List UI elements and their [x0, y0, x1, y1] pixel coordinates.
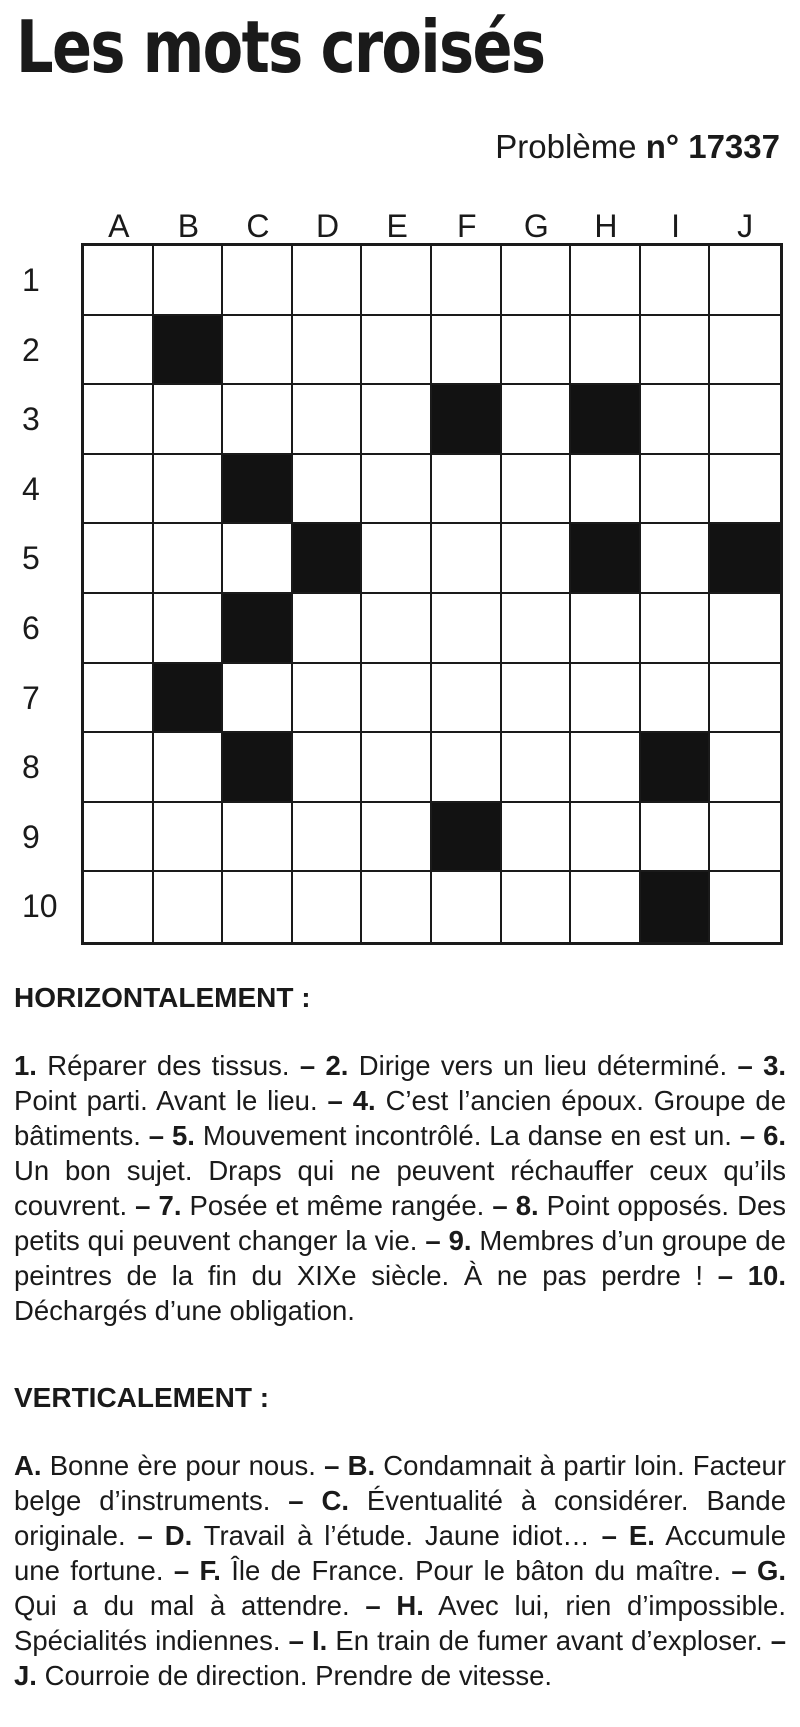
clue-number: 1. — [14, 1050, 37, 1081]
row-label: 3 — [22, 401, 40, 438]
row-labels — [14, 246, 74, 942]
white-cell[interactable] — [641, 455, 711, 525]
white-cell[interactable] — [362, 524, 432, 594]
black-cell — [571, 385, 641, 455]
white-cell[interactable] — [432, 664, 502, 734]
black-cell — [710, 524, 780, 594]
white-cell[interactable] — [84, 664, 154, 734]
white-cell[interactable] — [293, 594, 363, 664]
white-cell[interactable] — [362, 594, 432, 664]
white-cell[interactable] — [293, 455, 363, 525]
white-cell[interactable] — [293, 316, 363, 386]
white-cell[interactable] — [571, 316, 641, 386]
row-label: 2 — [22, 331, 40, 368]
white-cell[interactable] — [710, 594, 780, 664]
clue-text: Bonne ère pour nous. — [41, 1450, 316, 1481]
white-cell[interactable] — [84, 872, 154, 942]
white-cell[interactable] — [502, 455, 572, 525]
black-cell — [223, 594, 293, 664]
white-cell[interactable] — [362, 872, 432, 942]
clue-text: Accumule une fortune. — [14, 1520, 786, 1586]
white-cell[interactable] — [293, 385, 363, 455]
clue-number: 4. — [352, 1085, 376, 1116]
black-cell — [154, 316, 224, 386]
clue-number: E. — [628, 1520, 655, 1551]
white-cell[interactable] — [223, 385, 293, 455]
white-cell[interactable] — [571, 664, 641, 734]
clue-separator: – — [417, 1225, 449, 1256]
column-label: A — [108, 208, 130, 244]
clue-number: 7. — [158, 1190, 182, 1221]
row-label: 8 — [22, 749, 40, 786]
clue-text: Posée et même rangée. — [181, 1190, 485, 1221]
clue-separator: – — [125, 1520, 165, 1551]
white-cell[interactable] — [223, 246, 293, 316]
white-cell[interactable] — [571, 455, 641, 525]
white-cell[interactable] — [223, 872, 293, 942]
white-cell[interactable] — [84, 385, 154, 455]
clue-separator: – — [163, 1555, 200, 1586]
white-cell[interactable] — [710, 664, 780, 734]
column-label: D — [316, 208, 340, 244]
white-cell[interactable] — [362, 803, 432, 873]
white-cell[interactable] — [641, 316, 711, 386]
row-label: 7 — [22, 679, 40, 716]
white-cell[interactable] — [710, 733, 780, 803]
problem-id: n° 17337 — [645, 128, 780, 165]
clue-text: Avec lui, rien d’impossible. Spécialités indiennes. — [14, 1590, 786, 1656]
clue-separator: – — [731, 1120, 764, 1151]
white-cell[interactable] — [362, 455, 432, 525]
clue-text: Point opposés. Des petits qui peuvent changer la vie. — [14, 1190, 786, 1256]
white-cell[interactable] — [710, 385, 780, 455]
white-cell[interactable] — [641, 803, 711, 873]
clue-text: Travail à l’étude. Jaune idiot… — [192, 1520, 590, 1551]
white-cell[interactable] — [84, 803, 154, 873]
clue-text: Qui a du mal à attendre. — [14, 1590, 350, 1621]
clue-number: J. — [14, 1660, 37, 1691]
white-cell[interactable] — [154, 455, 224, 525]
white-cell[interactable] — [362, 664, 432, 734]
column-label: H — [594, 208, 618, 244]
white-cell[interactable] — [432, 733, 502, 803]
clue-text: Île de France. Pour le bâton du maître. — [220, 1555, 721, 1586]
white-cell[interactable] — [362, 385, 432, 455]
white-cell[interactable] — [223, 524, 293, 594]
clue-text: Éventualité à considérer. Bande originale. — [14, 1485, 786, 1551]
clue-number: I. — [311, 1625, 328, 1656]
clue-number: 9. — [448, 1225, 472, 1256]
problem-prefix: Problème — [495, 128, 637, 165]
white-cell[interactable] — [641, 246, 711, 316]
column-label: B — [177, 208, 200, 244]
white-cell[interactable] — [362, 246, 432, 316]
clue-number: G. — [756, 1555, 787, 1586]
white-cell[interactable] — [710, 316, 780, 386]
black-cell — [432, 803, 502, 873]
clue-separator: – — [127, 1190, 159, 1221]
white-cell[interactable] — [571, 803, 641, 873]
white-cell[interactable] — [154, 246, 224, 316]
white-cell[interactable] — [362, 316, 432, 386]
white-cell[interactable] — [223, 803, 293, 873]
white-cell[interactable] — [432, 594, 502, 664]
white-cell[interactable] — [293, 246, 363, 316]
white-cell[interactable] — [502, 246, 572, 316]
row-label: 4 — [22, 470, 40, 507]
white-cell[interactable] — [154, 733, 224, 803]
black-cell — [641, 872, 711, 942]
white-cell[interactable] — [571, 872, 641, 942]
white-cell[interactable] — [571, 733, 641, 803]
white-cell[interactable] — [84, 594, 154, 664]
column-label: C — [246, 208, 270, 244]
white-cell[interactable] — [432, 316, 502, 386]
clue-separator: – — [280, 1625, 312, 1656]
column-labels — [84, 208, 780, 244]
white-cell[interactable] — [502, 803, 572, 873]
clue-text: Déchargés d’une obligation. — [14, 1295, 355, 1326]
column-label: E — [386, 208, 408, 244]
vertical-clues — [14, 1448, 786, 1693]
clue-text: En train de fumer avant d’exploser. — [327, 1625, 763, 1656]
row-label: 6 — [22, 609, 40, 646]
white-cell[interactable] — [154, 803, 224, 873]
clue-text: Point parti. Avant le lieu. — [14, 1085, 318, 1116]
white-cell[interactable] — [432, 455, 502, 525]
white-cell[interactable] — [641, 664, 711, 734]
clue-separator: – — [589, 1520, 629, 1551]
row-label: 9 — [22, 818, 40, 855]
row-label: 10 — [22, 888, 58, 925]
clue-number: 5. — [172, 1120, 195, 1151]
clue-text: Mouvement incontrôlé. La danse en est un. — [194, 1120, 732, 1151]
white-cell[interactable] — [362, 733, 432, 803]
column-label: J — [737, 208, 754, 244]
clue-text: C’est l’ancien époux. Groupe de bâtiments. — [14, 1085, 786, 1151]
column-label: I — [671, 208, 680, 244]
white-cell[interactable] — [154, 872, 224, 942]
white-cell[interactable] — [571, 594, 641, 664]
clue-text: Condamnait à partir loin. Facteur belge d’instruments. — [14, 1450, 787, 1516]
white-cell[interactable] — [641, 594, 711, 664]
black-cell — [571, 524, 641, 594]
crossword-grid — [81, 243, 783, 945]
white-cell[interactable] — [710, 872, 780, 942]
white-cell[interactable] — [641, 385, 711, 455]
white-cell[interactable] — [223, 316, 293, 386]
white-cell[interactable] — [432, 246, 502, 316]
white-cell[interactable] — [293, 803, 363, 873]
clue-text: Courroie de direction. Prendre de vitesse. — [36, 1660, 553, 1691]
white-cell[interactable] — [432, 872, 502, 942]
clue-text: Réparer des tissus. — [36, 1050, 290, 1081]
white-cell[interactable] — [502, 316, 572, 386]
clue-separator: – — [762, 1625, 787, 1656]
page-title: Les mots croisés — [16, 5, 545, 89]
white-cell[interactable] — [571, 246, 641, 316]
white-cell[interactable] — [502, 594, 572, 664]
row-label: 5 — [22, 540, 40, 577]
clue-number: F. — [199, 1555, 221, 1586]
white-cell[interactable] — [502, 524, 572, 594]
white-cell[interactable] — [710, 246, 780, 316]
white-cell[interactable] — [84, 524, 154, 594]
black-cell — [293, 524, 363, 594]
white-cell[interactable] — [293, 872, 363, 942]
clue-separator: – — [317, 1085, 353, 1116]
white-cell[interactable] — [710, 803, 780, 873]
black-cell — [432, 385, 502, 455]
white-cell[interactable] — [84, 455, 154, 525]
white-cell[interactable] — [293, 664, 363, 734]
clue-separator: – — [270, 1485, 322, 1516]
white-cell[interactable] — [223, 664, 293, 734]
horizontal-clues — [14, 1048, 786, 1328]
clue-number: 10. — [747, 1260, 786, 1291]
white-cell[interactable] — [641, 524, 711, 594]
clue-text: Dirige vers un lieu déterminé. — [348, 1050, 728, 1081]
white-cell[interactable] — [502, 872, 572, 942]
white-cell[interactable] — [293, 733, 363, 803]
clue-number: B. — [347, 1450, 376, 1481]
problem-number — [495, 128, 780, 166]
white-cell[interactable] — [84, 316, 154, 386]
clue-number: D. — [164, 1520, 193, 1551]
clue-separator: – — [727, 1050, 764, 1081]
clue-separator: – — [140, 1120, 173, 1151]
clue-separator: – — [484, 1190, 516, 1221]
black-cell — [641, 733, 711, 803]
black-cell — [223, 733, 293, 803]
clue-text: Membres d’un groupe de peintres de la fin du XIXe siècle. À ne pas perdre ! — [14, 1225, 786, 1291]
column-label: G — [523, 208, 549, 244]
clue-number: 2. — [325, 1050, 349, 1081]
black-cell — [154, 664, 224, 734]
clue-separator: – — [315, 1450, 348, 1481]
clue-separator: – — [349, 1590, 397, 1621]
black-cell — [223, 455, 293, 525]
clue-number: A. — [14, 1450, 42, 1481]
white-cell[interactable] — [154, 524, 224, 594]
horizontal-heading: HORIZONTALEMENT : — [14, 982, 311, 1013]
white-cell[interactable] — [154, 385, 224, 455]
white-cell[interactable] — [84, 246, 154, 316]
white-cell[interactable] — [432, 524, 502, 594]
clue-number: 8. — [515, 1190, 539, 1221]
clue-number: C. — [321, 1485, 349, 1516]
clue-number: 3. — [763, 1050, 786, 1081]
clue-separator: – — [289, 1050, 326, 1081]
clue-text: Un bon sujet. Draps qui ne peuvent réchauffer ceux qu’ils couvrent. — [14, 1155, 786, 1221]
clue-number: H. — [396, 1590, 424, 1621]
clue-separator: – — [703, 1260, 748, 1291]
white-cell[interactable] — [710, 455, 780, 525]
clue-number: 6. — [763, 1120, 787, 1151]
column-label: F — [456, 208, 477, 244]
white-cell[interactable] — [84, 733, 154, 803]
white-cell[interactable] — [154, 594, 224, 664]
clue-separator: – — [720, 1555, 757, 1586]
vertical-heading: VERTICALEMENT : — [14, 1382, 270, 1413]
white-cell[interactable] — [502, 664, 572, 734]
white-cell[interactable] — [502, 733, 572, 803]
white-cell[interactable] — [502, 385, 572, 455]
row-label: 1 — [22, 262, 40, 298]
